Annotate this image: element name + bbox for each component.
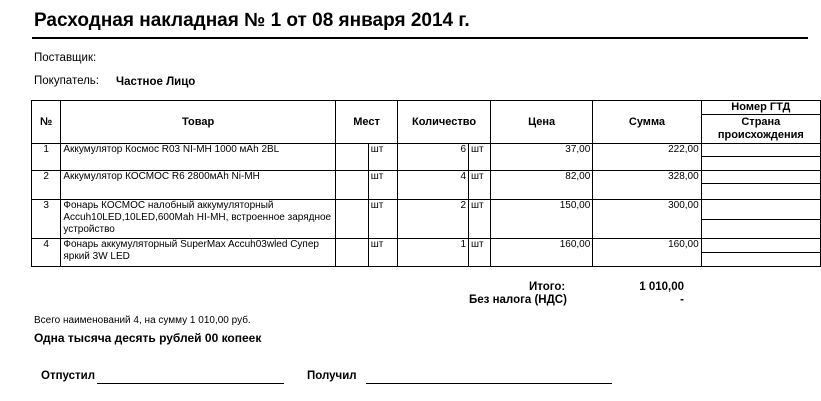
document-title: Расходная накладная № 1 от 08 января 2014 г. xyxy=(34,10,470,31)
row-price: 150,00 xyxy=(490,200,592,239)
row-qty: 4 xyxy=(398,171,469,200)
released-by-signature-line xyxy=(97,383,284,384)
row-sum: 222,00 xyxy=(593,144,701,171)
row-gtd xyxy=(701,239,820,267)
row-places xyxy=(335,200,368,239)
col-header-places: Мест xyxy=(335,101,397,144)
table-row xyxy=(32,200,821,239)
row-unit-qty: шт xyxy=(469,239,491,267)
row-unit-places: шт xyxy=(368,171,398,200)
table-header-row xyxy=(32,101,821,144)
row-sum: 328,00 xyxy=(593,171,701,200)
row-unit-qty: шт xyxy=(469,200,491,239)
table-row xyxy=(32,239,821,267)
title-underline xyxy=(32,37,808,39)
row-item-name: Аккумулятор Космос R03 NI-MH 1000 мАh 2BL xyxy=(61,144,336,171)
row-gtd xyxy=(701,144,820,171)
row-qty: 6 xyxy=(398,144,469,171)
row-num: 1 xyxy=(32,144,61,171)
table-row xyxy=(32,144,821,171)
row-places xyxy=(335,171,368,200)
col-header-gtd-number: Номер ГТД xyxy=(702,101,820,115)
row-gtd xyxy=(701,200,820,239)
row-qty: 2 xyxy=(398,200,469,239)
col-header-qty: Количество xyxy=(398,101,491,144)
items-table xyxy=(31,100,821,267)
row-item-name: Аккумулятор КОСМОС R6 2800мАh Ni-MH xyxy=(61,171,336,200)
buyer-label: Покупатель: xyxy=(34,75,99,87)
col-header-num: № xyxy=(32,101,61,144)
row-unit-places: шт xyxy=(368,200,398,239)
total-label: Итого: xyxy=(529,281,566,293)
row-num: 4 xyxy=(32,239,61,267)
col-header-item: Товар xyxy=(61,101,336,144)
row-sum: 160,00 xyxy=(593,239,701,267)
items-count-summary: Всего наименований 4, на сумму 1 010,00 руб. xyxy=(34,315,251,326)
row-gtd xyxy=(701,171,820,200)
vat-value: - xyxy=(680,294,684,306)
row-places xyxy=(335,239,368,267)
row-num: 2 xyxy=(32,171,61,200)
row-num: 3 xyxy=(32,200,61,239)
buyer-value: Частное Лицо xyxy=(116,76,196,88)
vat-label: Без налога (НДС) xyxy=(469,294,567,306)
received-by-label: Получил xyxy=(307,370,357,382)
col-header-country: Страна происхождения xyxy=(717,116,804,141)
table-row xyxy=(32,171,821,200)
row-item-name: Фонарь аккумуляторный SuperMax Accuh03wled Супер яркий 3W LED xyxy=(61,239,336,267)
row-qty: 1 xyxy=(398,239,469,267)
row-unit-places: шт xyxy=(368,239,398,267)
amount-in-words: Одна тысяча десять рублей 00 копеек xyxy=(34,331,262,345)
total-value: 1 010,00 xyxy=(639,281,684,293)
row-places xyxy=(335,144,368,171)
row-price: 82,00 xyxy=(490,171,592,200)
row-price: 160,00 xyxy=(490,239,592,267)
received-by-signature-line xyxy=(366,383,612,384)
row-unit-qty: шт xyxy=(469,144,491,171)
row-item-name: Фонарь КОСМОС налобный аккумуляторный Accuh10LED,10LED,600Mah HI-MH, встроенное зарядное устройство xyxy=(61,200,336,239)
row-unit-qty: шт xyxy=(469,171,491,200)
released-by-label: Отпустил xyxy=(41,370,96,382)
col-header-sum: Сумма xyxy=(593,101,701,144)
supplier-label: Поставщик: xyxy=(34,52,97,64)
row-price: 37,00 xyxy=(490,144,592,171)
col-header-price: Цена xyxy=(490,101,592,144)
row-unit-places: шт xyxy=(368,144,398,171)
col-header-gtd xyxy=(701,101,820,144)
row-sum: 300,00 xyxy=(593,200,701,239)
